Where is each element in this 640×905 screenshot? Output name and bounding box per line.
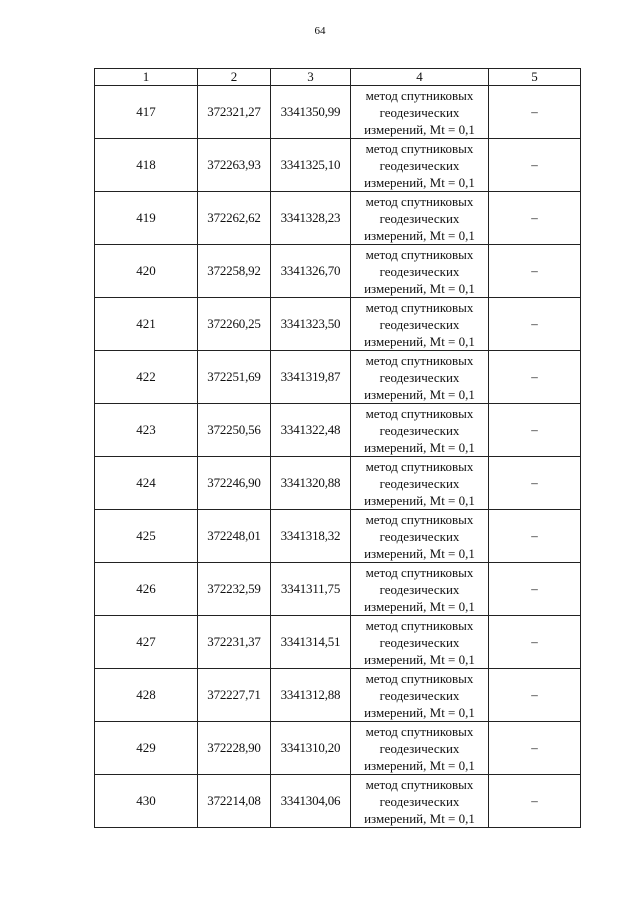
table-row — [95, 669, 581, 722]
column-header-5: 5 — [489, 69, 581, 86]
method-line: измерений, Mt = 0,1 — [364, 757, 475, 773]
note-cell: – — [489, 245, 581, 298]
method-line: метод спутниковых — [365, 776, 474, 792]
point-number-cell: 430 — [95, 775, 198, 828]
method-line: геодезических — [379, 104, 460, 120]
table-row — [95, 563, 581, 616]
note-cell: – — [489, 192, 581, 245]
point-number-cell: 421 — [95, 298, 198, 351]
method-line: геодезических — [379, 793, 460, 809]
x-coordinate-cell: 372260,25 — [198, 298, 271, 351]
method-line: измерений, Mt = 0,1 — [364, 333, 475, 349]
note-cell: – — [489, 669, 581, 722]
x-coordinate-cell: 372228,90 — [198, 722, 271, 775]
y-coordinate-cell: 3341322,48 — [271, 404, 351, 457]
point-number-cell: 425 — [95, 510, 198, 563]
point-number-cell: 418 — [95, 139, 198, 192]
y-coordinate-cell: 3341320,88 — [271, 457, 351, 510]
table-row — [95, 192, 581, 245]
point-number-cell: 429 — [95, 722, 198, 775]
method-cell — [351, 775, 489, 828]
y-coordinate-cell: 3341314,51 — [271, 616, 351, 669]
column-header-3: 3 — [271, 69, 351, 86]
header-row — [95, 69, 581, 86]
point-number-cell: 417 — [95, 86, 198, 139]
method-line: геодезических — [379, 475, 460, 491]
table-row — [95, 616, 581, 669]
note-cell: – — [489, 86, 581, 139]
note-cell: – — [489, 298, 581, 351]
method-line: метод спутниковых — [365, 617, 474, 633]
point-number-cell: 419 — [95, 192, 198, 245]
x-coordinate-cell: 372321,27 — [198, 86, 271, 139]
table-row — [95, 510, 581, 563]
method-line: геодезических — [379, 316, 460, 332]
method-line: геодезических — [379, 740, 460, 756]
method-line: метод спутниковых — [365, 564, 474, 580]
method-line: измерений, Mt = 0,1 — [364, 386, 475, 402]
column-header-4: 4 — [351, 69, 489, 86]
table-row — [95, 86, 581, 139]
method-line: измерений, Mt = 0,1 — [364, 174, 475, 190]
method-cell — [351, 298, 489, 351]
method-cell — [351, 510, 489, 563]
x-coordinate-cell: 372231,37 — [198, 616, 271, 669]
x-coordinate-cell: 372262,62 — [198, 192, 271, 245]
table-body — [95, 86, 581, 828]
y-coordinate-cell: 3341318,32 — [271, 510, 351, 563]
method-line: измерений, Mt = 0,1 — [364, 227, 475, 243]
method-line: измерений, Mt = 0,1 — [364, 280, 475, 296]
method-cell — [351, 404, 489, 457]
x-coordinate-cell: 372250,56 — [198, 404, 271, 457]
method-line: геодезических — [379, 687, 460, 703]
x-coordinate-cell: 372246,90 — [198, 457, 271, 510]
column-header-1: 1 — [95, 69, 198, 86]
x-coordinate-cell: 372258,92 — [198, 245, 271, 298]
table-row — [95, 457, 581, 510]
y-coordinate-cell: 3341312,88 — [271, 669, 351, 722]
x-coordinate-cell: 372263,93 — [198, 139, 271, 192]
method-line: метод спутниковых — [365, 193, 474, 209]
method-line: метод спутниковых — [365, 511, 474, 527]
method-line: метод спутниковых — [365, 458, 474, 474]
table-row — [95, 245, 581, 298]
method-cell — [351, 722, 489, 775]
column-header-2: 2 — [198, 69, 271, 86]
method-line: геодезических — [379, 528, 460, 544]
method-line: геодезических — [379, 422, 460, 438]
method-line: измерений, Mt = 0,1 — [364, 545, 475, 561]
method-line: геодезических — [379, 581, 460, 597]
method-cell — [351, 669, 489, 722]
note-cell: – — [489, 404, 581, 457]
table-row — [95, 722, 581, 775]
method-line: геодезических — [379, 157, 460, 173]
point-number-cell: 423 — [95, 404, 198, 457]
method-line: метод спутниковых — [365, 670, 474, 686]
y-coordinate-cell: 3341319,87 — [271, 351, 351, 404]
note-cell: – — [489, 775, 581, 828]
table-row — [95, 351, 581, 404]
method-line: измерений, Mt = 0,1 — [364, 704, 475, 720]
method-line: измерений, Mt = 0,1 — [364, 439, 475, 455]
method-cell — [351, 139, 489, 192]
method-line: измерений, Mt = 0,1 — [364, 492, 475, 508]
point-number-cell: 424 — [95, 457, 198, 510]
coordinates-table — [94, 68, 581, 828]
method-line: измерений, Mt = 0,1 — [364, 810, 475, 826]
method-cell — [351, 192, 489, 245]
x-coordinate-cell: 372227,71 — [198, 669, 271, 722]
method-cell — [351, 616, 489, 669]
method-line: метод спутниковых — [365, 140, 474, 156]
method-line: метод спутниковых — [365, 405, 474, 421]
method-line: метод спутниковых — [365, 352, 474, 368]
point-number-cell: 427 — [95, 616, 198, 669]
y-coordinate-cell: 3341326,70 — [271, 245, 351, 298]
y-coordinate-cell: 3341325,10 — [271, 139, 351, 192]
method-line: метод спутниковых — [365, 87, 474, 103]
method-line: геодезических — [379, 210, 460, 226]
y-coordinate-cell: 3341311,75 — [271, 563, 351, 616]
table-row — [95, 139, 581, 192]
note-cell: – — [489, 722, 581, 775]
method-line: геодезических — [379, 263, 460, 279]
point-number-cell: 420 — [95, 245, 198, 298]
method-line: метод спутниковых — [365, 299, 474, 315]
method-line: геодезических — [379, 634, 460, 650]
page-number: 64 — [314, 25, 326, 37]
point-number-cell: 428 — [95, 669, 198, 722]
method-cell — [351, 245, 489, 298]
table-header — [95, 69, 581, 86]
y-coordinate-cell: 3341310,20 — [271, 722, 351, 775]
method-line: измерений, Mt = 0,1 — [364, 598, 475, 614]
table-row — [95, 404, 581, 457]
x-coordinate-cell: 372251,69 — [198, 351, 271, 404]
x-coordinate-cell: 372214,08 — [198, 775, 271, 828]
y-coordinate-cell: 3341304,06 — [271, 775, 351, 828]
method-cell — [351, 86, 489, 139]
note-cell: – — [489, 563, 581, 616]
method-line: измерений, Mt = 0,1 — [364, 121, 475, 137]
method-line: метод спутниковых — [365, 246, 474, 262]
table-row — [95, 298, 581, 351]
note-cell: – — [489, 139, 581, 192]
table-row — [95, 775, 581, 828]
note-cell: – — [489, 351, 581, 404]
method-line: метод спутниковых — [365, 723, 474, 739]
method-cell — [351, 351, 489, 404]
note-cell: – — [489, 616, 581, 669]
point-number-cell: 426 — [95, 563, 198, 616]
x-coordinate-cell: 372248,01 — [198, 510, 271, 563]
method-line: геодезических — [379, 369, 460, 385]
method-line: измерений, Mt = 0,1 — [364, 651, 475, 667]
method-cell — [351, 457, 489, 510]
x-coordinate-cell: 372232,59 — [198, 563, 271, 616]
y-coordinate-cell: 3341328,23 — [271, 192, 351, 245]
y-coordinate-cell: 3341350,99 — [271, 86, 351, 139]
note-cell: – — [489, 510, 581, 563]
point-number-cell: 422 — [95, 351, 198, 404]
y-coordinate-cell: 3341323,50 — [271, 298, 351, 351]
note-cell: – — [489, 457, 581, 510]
method-cell — [351, 563, 489, 616]
